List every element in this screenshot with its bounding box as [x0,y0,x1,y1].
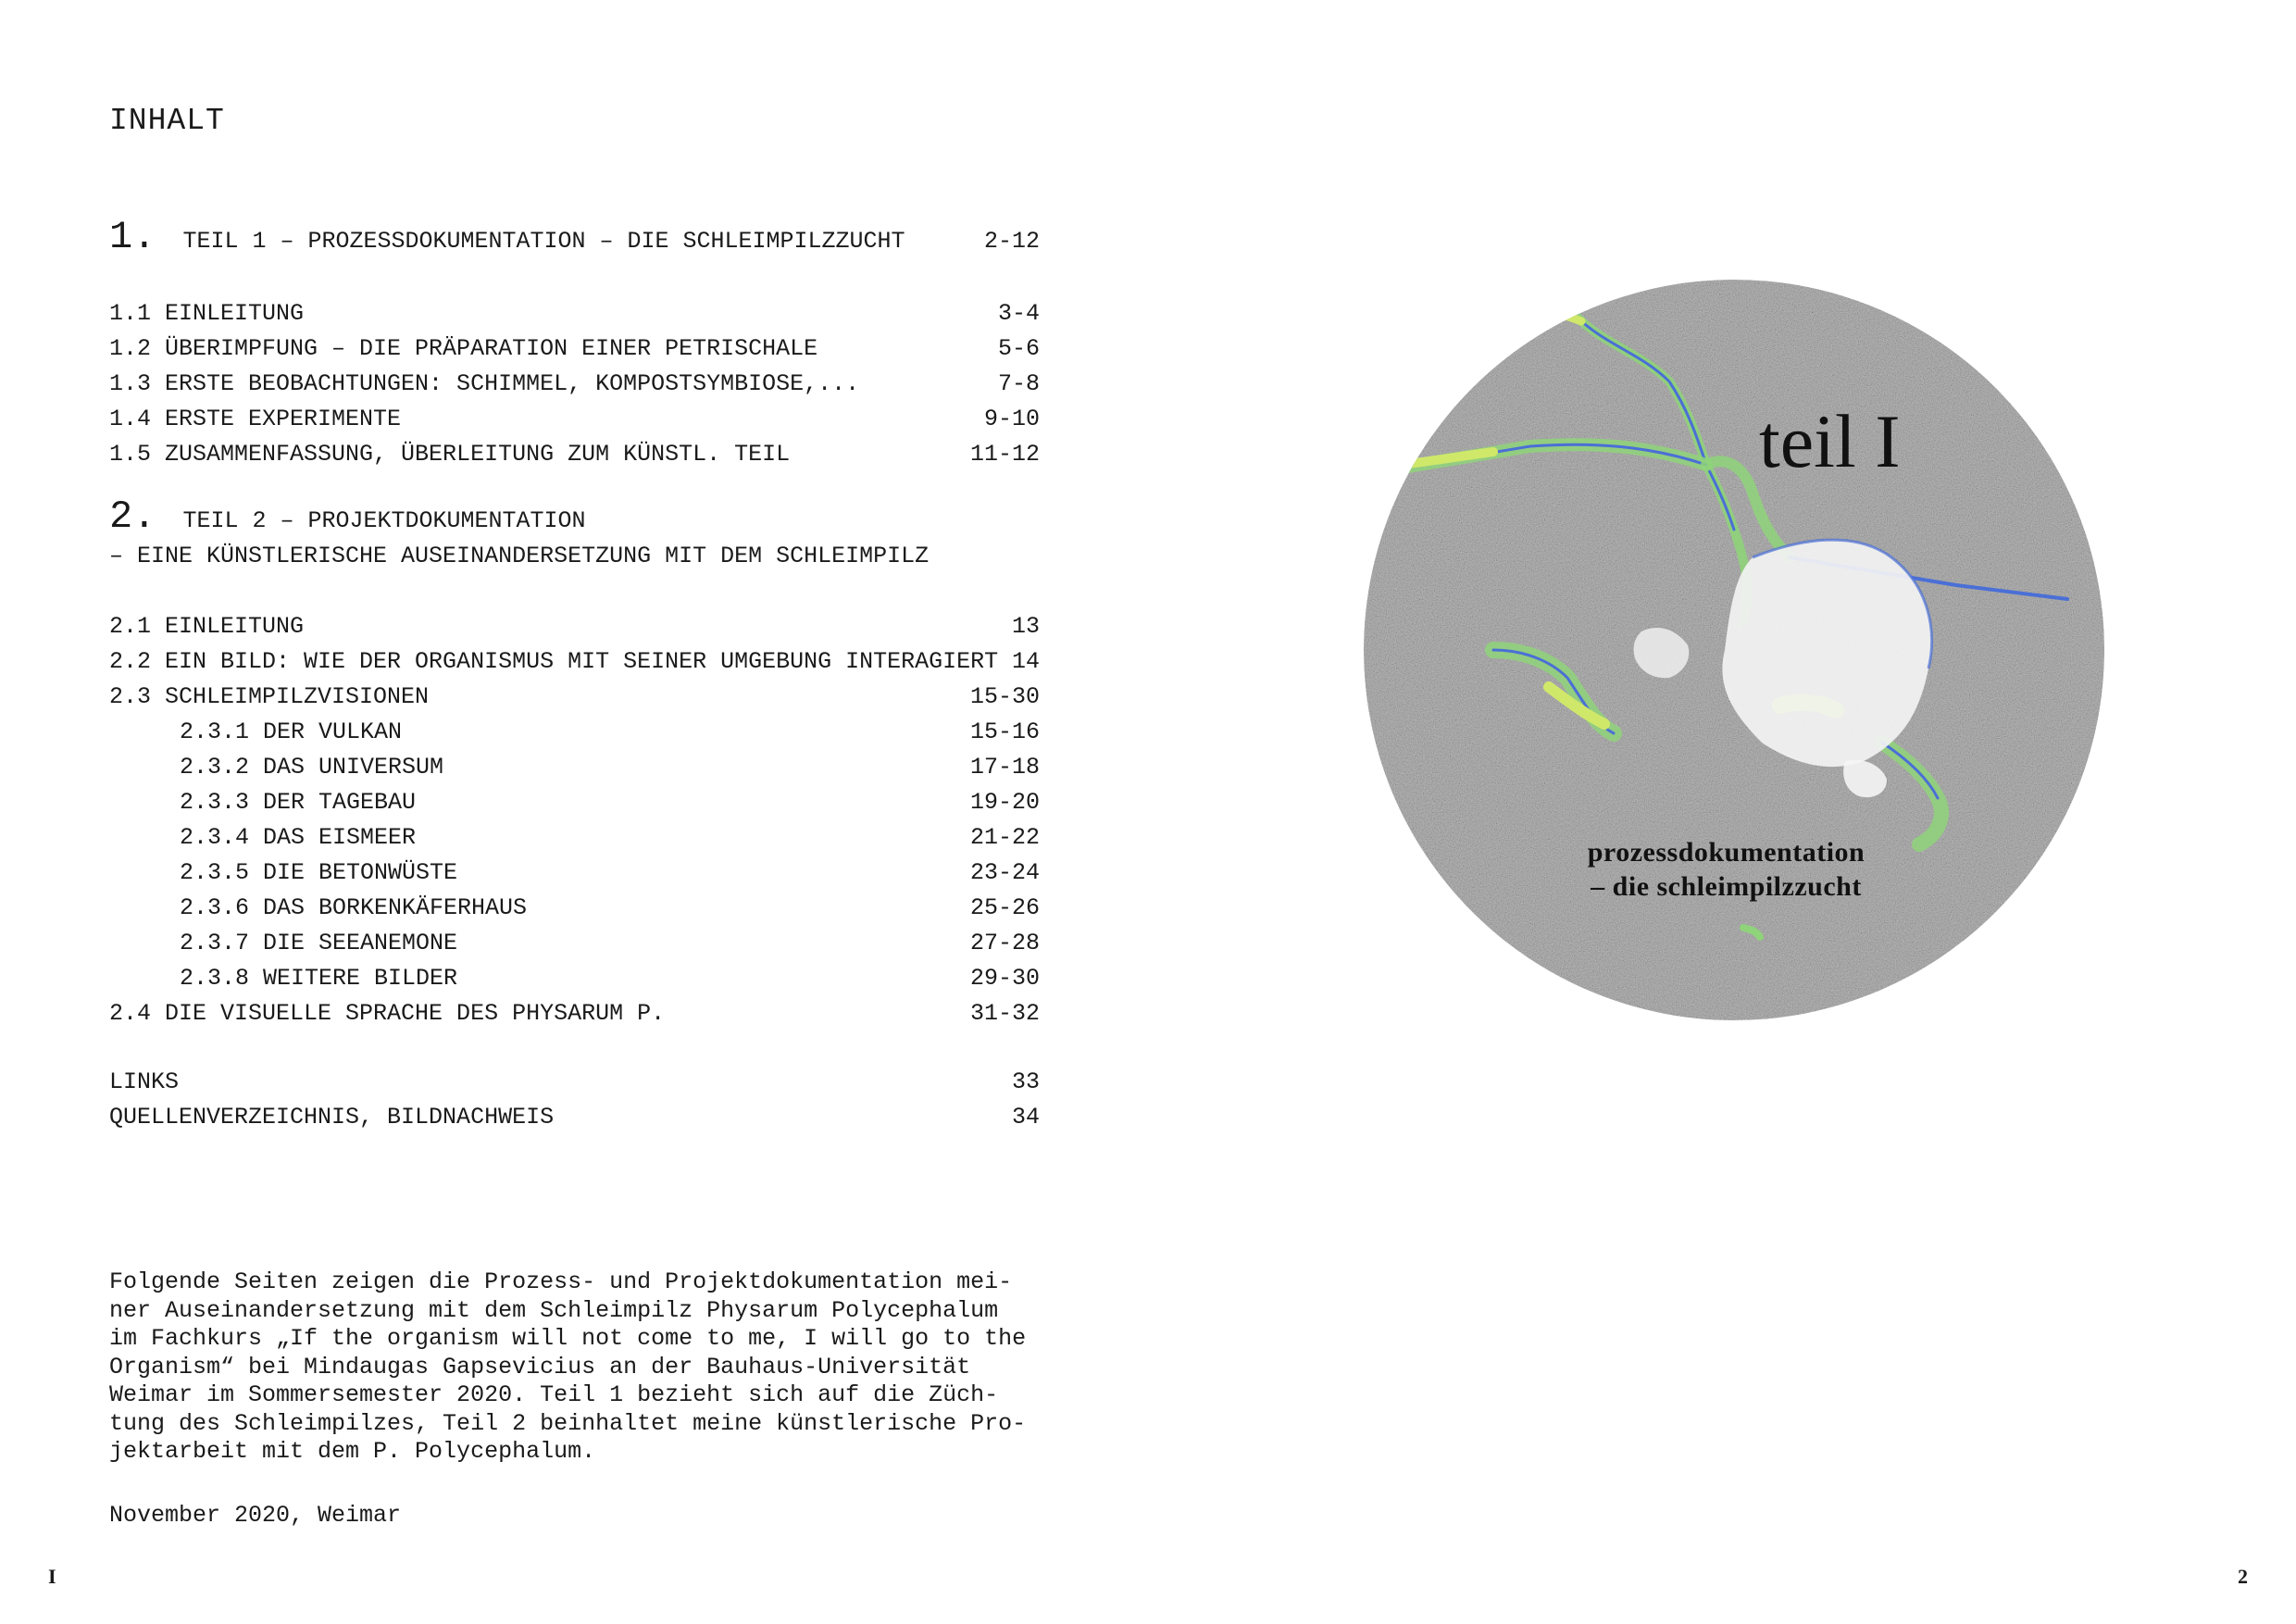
intro-line: im Fachkurs „If the organism will not come to me, I will go to the [109,1325,1027,1352]
part-1-title: TEIL 1 – PROZESSDOKUMENTATION – DIE SCHLEIMPILZZUCHT [182,228,905,255]
toc-entry-pages: 31-32 [969,1000,1040,1027]
toc-entry [109,750,1040,785]
toc-entry-label: QUELLENVERZEICHNIS, BILDNACHWEIS [109,1104,555,1131]
toc-entry-label: 2.3.5 DIE BETONWÜSTE [180,859,458,886]
cover-title: teil I [1759,399,1901,483]
toc-entry-label: 1.5 ZUSAMMENFASSUNG, ÜBERLEITUNG ZUM KÜNSTL. TEIL [109,441,791,468]
cover-subtitle-line-2: – die schleimpilzzucht [1591,871,1862,902]
toc-entry-pages: 15-16 [969,718,1040,745]
intro-line: Organism“ bei Mindaugas Gapsevicius an der Bauhaus-Universität [109,1353,971,1380]
toc-entry-label: 2.3.1 DER VULKAN [180,718,403,745]
toc-entry-pages: 15-30 [969,683,1040,710]
toc-entry-pages: 11-12 [969,441,1040,468]
toc-entry-label: 2.3.7 DIE SEEANEMONE [180,930,458,956]
intro-date: November 2020, Weimar [109,1502,402,1529]
intro-line: ner Auseinandersetzung mit dem Schleimpilz Physarum Polycephalum [109,1296,999,1324]
part-1-heading [109,215,1040,259]
toc-entry [109,1100,1040,1135]
intro-line: Folgende Seiten zeigen die Prozess- und Projektdokumentation mei- [109,1268,1013,1295]
toc-entry-pages: 7-8 [997,370,1040,397]
intro-paragraph [109,1268,1044,1467]
toc-entry-pages: 29-30 [969,965,1040,992]
toc-entry [109,402,1040,437]
toc-entry-label: 2.2 EIN BILD: WIE DER ORGANISMUS MIT SEINER UMGEBUNG INTERAGIERT [109,648,999,675]
appendix-entries [109,1065,1040,1135]
toc-entry-label: 1.4 ERSTE EXPERIMENTE [109,406,402,432]
part-2-entries [109,609,1040,1031]
toc-entry [109,820,1040,856]
toc-entry-pages: 9-10 [983,406,1040,432]
part-2-heading [109,494,1040,539]
toc-heading: INHALT [109,104,225,138]
folio-left: I [48,1565,56,1588]
part-1-entries [109,296,1040,472]
toc-entry [109,644,1040,680]
toc-entry-label: 2.3.8 WEITERE BILDER [180,965,458,992]
toc-entry [109,367,1040,402]
toc-entry [109,996,1040,1031]
toc-entry [109,856,1040,891]
toc-entry-pages: 23-24 [969,859,1040,886]
cover-subtitle-line-1: prozessdokumentation [1587,837,1866,868]
toc-entry-label: 1.3 ERSTE BEOBACHTUNGEN: SCHIMMEL, KOMPOSTSYMBIOSE,... [109,370,860,397]
toc-entry-pages: 21-22 [969,824,1040,851]
intro-line: Weimar im Sommersemester 2020. Teil 1 bezieht sich auf die Züch- [109,1381,999,1408]
toc-entry [109,680,1040,715]
toc-entry [109,891,1040,926]
folio-right: 2 [2238,1565,2248,1588]
toc-entry [109,961,1040,996]
cover-subtitle [1562,835,1890,904]
toc-entry-label: 2.3.4 DAS EISMEER [180,824,417,851]
part-2-title: TEIL 2 – PROJEKTDOKUMENTATION [182,507,586,534]
part-1-pages: 2-12 [983,228,1040,255]
toc-entry-label: 1.1 EINLEITUNG [109,300,305,327]
toc-entry-label: 2.3 SCHLEIMPILZVISIONEN [109,683,430,710]
toc-entry-pages: 3-4 [997,300,1040,327]
toc-entry-pages: 13 [1011,613,1040,640]
toc-entry-label: 2.3.2 DAS UNIVERSUM [180,754,444,781]
toc-entry [109,785,1040,820]
part-2-number: 2. [109,494,156,539]
toc-entry-pages: 5-6 [997,335,1040,362]
toc-entry-pages: 25-26 [969,894,1040,921]
toc-entry [109,926,1040,961]
toc-entry-pages: 33 [1011,1068,1040,1095]
toc-entry-pages: 19-20 [969,789,1040,816]
toc-entry [109,609,1040,644]
toc-entry-pages: 34 [1011,1104,1040,1131]
toc-entry-label: 2.4 DIE VISUELLE SPRACHE DES PHYSARUM P. [109,1000,666,1027]
toc-entry [109,331,1040,367]
toc-entry-label: LINKS [109,1068,180,1095]
right-page [1148,0,2296,1624]
toc-entry-pages: 14 [1011,648,1040,675]
intro-line: tung des Schleimpilzes, Teil 2 beinhaltet meine künstlerische Pro- [109,1409,1027,1437]
toc-entry-label: 2.3.3 DER TAGEBAU [180,789,417,816]
toc-entry-label: 1.2 ÜBERIMPFUNG – DIE PRÄPARATION EINER PETRISCHALE [109,335,818,362]
slime-mold-petri-dish-image [1364,280,2104,1020]
toc-entry-label: 2.1 EINLEITUNG [109,613,305,640]
toc-entry-label: 2.3.6 DAS BORKENKÄFERHAUS [180,894,528,921]
part-2-subtitle: – EINE KÜNSTLERISCHE AUSEINANDERSETZUNG MIT DEM SCHLEIMPILZ [109,543,930,569]
intro-line: jektarbeit mit dem P. Polycephalum. [109,1438,596,1465]
toc-entry [109,437,1040,472]
toc-entry [109,296,1040,331]
toc-entry [109,1065,1040,1100]
toc-entry-pages: 27-28 [969,930,1040,956]
toc-entry [109,715,1040,750]
toc-entry-pages: 17-18 [969,754,1040,781]
part-1-number: 1. [109,215,156,259]
